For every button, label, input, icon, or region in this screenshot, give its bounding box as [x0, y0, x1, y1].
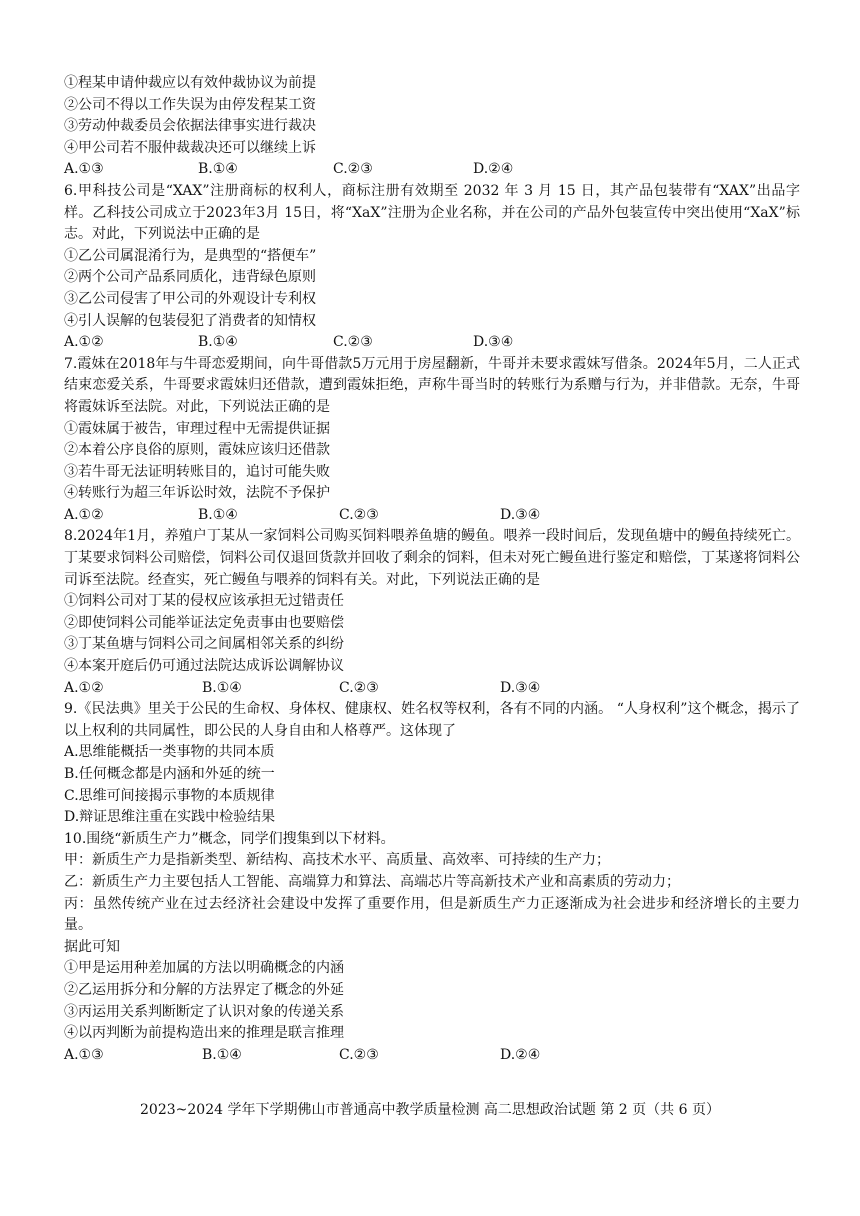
q7-option-b: B.①④ [198, 506, 238, 523]
q5-option-d: D.②④ [473, 161, 514, 178]
q10-statement-4: ④以丙判断为前提构造出来的推理是联言推理 [64, 1025, 344, 1042]
q6-statement-1: ①乙公司属混淆行为，是典型的“搭便车” [64, 247, 317, 264]
q5-statement-1: ①程某申请仲裁应以有效仲裁协议为前提 [64, 75, 316, 91]
q10-material-jia: 甲：新质生产力是指新类型、新结构、高技术水平、高质量、高效率、可持续的生产力； [64, 852, 610, 869]
q8-option-d: D.③④ [500, 679, 541, 696]
q7-option-d: D.③④ [500, 506, 541, 523]
q6-option-a: A.①② [64, 334, 104, 351]
q8-option-c: C.②③ [339, 679, 379, 696]
q5-statement-3: ③劳动仲裁委员会依据法律事实进行裁决 [64, 118, 316, 135]
page-footer: 2023~2024 学年下学期佛山市普通高中教学质量检测 高二思想政治试题 第 2 页（共 6 页） [140, 1102, 720, 1118]
question-content [64, 73, 800, 1066]
q10-option-c: C.②③ [339, 1046, 379, 1063]
q7-statement-1: ①霞妹属于被告，审理过程中无需提供证据 [64, 420, 330, 437]
q10-material-bing: 丙：虽然传统产业在过去经济社会建设中发挥了重要作用，但是新质生产力正逐渐成为社会进步和经济增长的主要力量。 [64, 895, 800, 934]
q6-stem: 6.甲科技公司是“XAX”注册商标的权利人，商标注册有效期至 2032 年 3 月 15 日，其产品包装带有“XAX”出品字样。乙科技公司成立于2023年3月 15日，将“XaX”注册为企业名称，并在公司的产品外包装宣传中突出使用“XaX”标志。对此，下列说法中正确的是 [64, 182, 800, 243]
q10-stem: 10.围绕“新质生产力”概念，同学们搜集到以下材料。 [64, 830, 395, 847]
q6-option-d: D.③④ [473, 334, 514, 351]
q9-stem: 9.《民法典》里关于公民的生命权、身体权、健康权、姓名权等权利，各有不同的内涵。 “人身权利”这个概念，揭示了以上权利的共同属性，即公民的人身自由和人格尊严。这体现了 [64, 701, 800, 739]
q7-stem: 7.霞妹在2018年与牛哥恋爱期间，向牛哥借款5万元用于房屋翻新，牛哥并未要求霞妹写借条。2024年5月，二人正式结束恋爱关系，牛哥要求霞妹归还借款，遭到霞妹拒绝，声称牛哥当时的转账行为系赠与行为，并非借款。无奈，牛哥将霞妹诉至法院。对此，下列说法正确的是 [64, 355, 800, 415]
q7-option-a: A.①② [64, 506, 104, 523]
q8-options [64, 678, 800, 700]
q8-statement-1: ①饲料公司对丁某的侵权应该承担无过错责任 [64, 593, 344, 610]
q10-lead: 据此可知 [64, 938, 120, 955]
q5-statement-4: ④甲公司若不服仲裁裁决还可以继续上诉 [64, 139, 316, 156]
q7-statement-3: ③若牛哥无法证明转账目的，追讨可能失败 [64, 463, 330, 480]
q10-statement-3: ③丙运用关系判断断定了认识对象的传递关系 [64, 1003, 344, 1020]
q8-statement-4: ④本案开庭后仍可通过法院达成诉讼调解协议 [64, 658, 344, 675]
q5-statement-2: ②公司不得以工作失误为由停发程某工资 [64, 96, 316, 113]
q6-options [64, 332, 800, 354]
q10-material-yi: 乙：新质生产力主要包括人工智能、高端算力和算法、高端芯片等高新技术产业和高素质的劳动力； [64, 873, 680, 890]
q8-statement-3: ③丁某鱼塘与饲料公司之间属相邻关系的纠纷 [64, 636, 344, 653]
q6-statement-3: ③乙公司侵害了甲公司的外观设计专利权 [64, 290, 316, 307]
q10-statement-2: ②乙运用拆分和分解的方法界定了概念的外延 [64, 981, 344, 998]
q9-option-d: D.辩证思维注重在实践中检验结果 [64, 809, 276, 826]
q10-option-b: B.①④ [202, 1046, 242, 1063]
q9-option-a: A.思维能概括一类事物的共同本质 [64, 744, 275, 761]
q5-options [64, 159, 800, 181]
q9-option-c: C.思维可间接揭示事物的本质规律 [64, 787, 275, 804]
q7-statement-4: ④转账行为超三年诉讼时效，法院不予保护 [64, 485, 330, 502]
q6-option-b: B.①④ [198, 334, 238, 351]
q10-option-d: D.②④ [500, 1046, 541, 1063]
q8-statement-2: ②即使饲料公司能举证法定免责事由也要赔偿 [64, 614, 344, 631]
q6-statement-4: ④引人误解的包装侵犯了消费者的知情权 [64, 312, 316, 329]
q10-options [64, 1045, 800, 1067]
q6-statement-2: ②两个公司产品系同质化，违背绿色原则 [64, 269, 316, 286]
q7-statement-2: ②本着公序良俗的原则，霞妹应该归还借款 [64, 442, 330, 459]
q10-option-a: A.①③ [64, 1046, 104, 1063]
q5-option-a: A.①③ [64, 161, 104, 178]
q5-option-b: B.①④ [198, 161, 238, 178]
q8-option-a: A.①② [64, 679, 104, 696]
q7-options [64, 505, 800, 527]
q8-option-b: B.①④ [202, 679, 242, 696]
q10-statement-1: ①甲是运用种差加属的方法以明确概念的内涵 [64, 960, 344, 977]
q6-option-c: C.②③ [333, 334, 373, 351]
q5-option-c: C.②③ [333, 161, 373, 178]
q7-option-c: C.②③ [339, 506, 379, 523]
q8-stem: 8.2024年1月，养殖户丁某从一家饲料公司购买饲料喂养鱼塘的鳗鱼。喂养一段时间后，发现鱼塘中的鳗鱼持续死亡。丁某要求饲料公司赔偿，饲料公司仅退回货款并回收了剩余的饲料，但未对死亡鳗鱼进行鉴定和赔偿，丁某遂将饲料公司诉至法院。经查实，死亡鳗鱼与喂养的饲料有关。对此，下列说法正确的是 [64, 528, 800, 588]
q9-option-b: B.任何概念都是内涵和外延的统一 [64, 766, 275, 782]
